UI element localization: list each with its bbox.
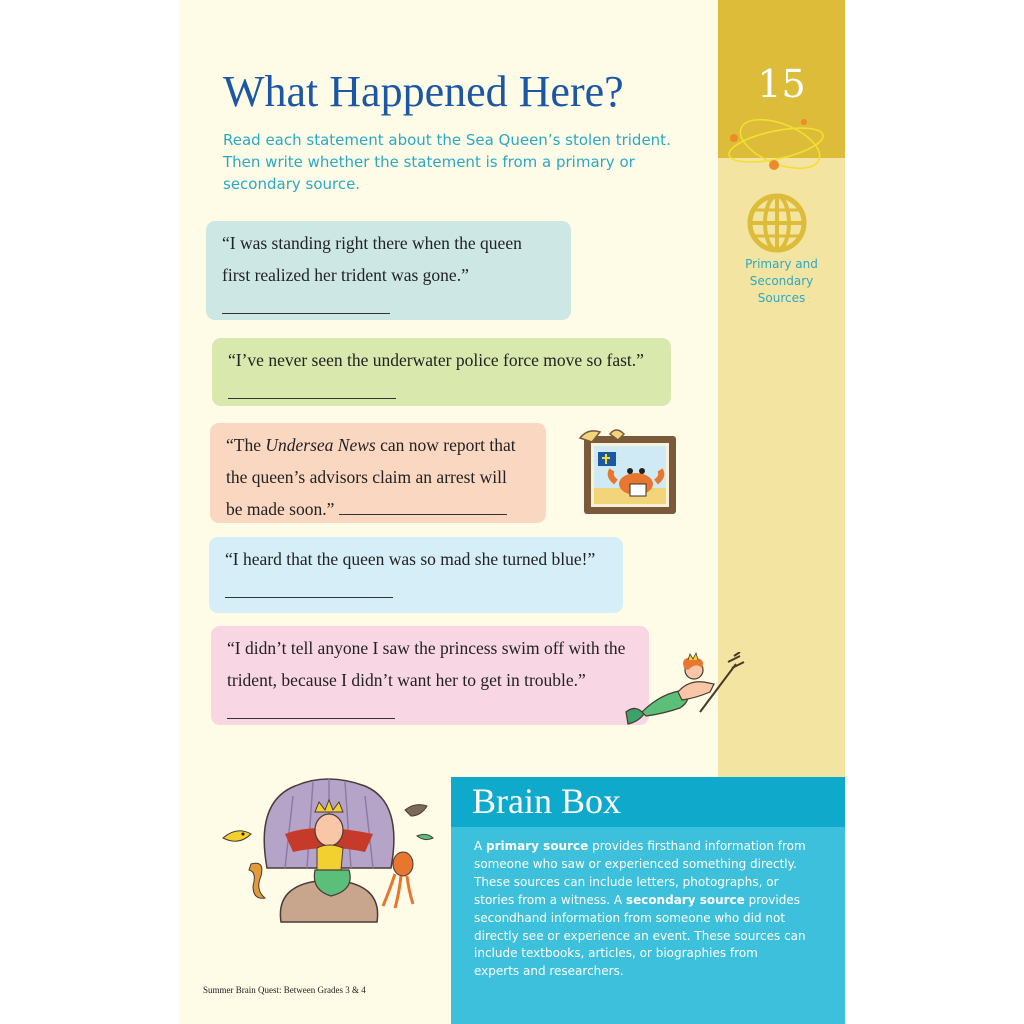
orbit-icon <box>726 108 832 182</box>
answer-line[interactable] <box>225 575 393 598</box>
answer-line[interactable] <box>339 494 507 515</box>
brain-box-text: A primary source provides firsthand information from someone who saw or experienced something directly. These sources can include letters, photographs, or stories from a witness. A secondary source provides secondhand information from someone who did not directly see or experience an event. These sources can include textbooks, articles, or biographies from experts and researchers. <box>474 839 806 979</box>
page-title: What Happened Here? <box>223 67 624 116</box>
seahorse <box>249 863 265 898</box>
statement-card-1: “I was standing right there when the queen first realized her trident was gone.” <box>206 221 571 320</box>
sea-queen-in-shell <box>215 772 440 927</box>
instructions: Read each statement about the Sea Queen’s stolen trident. Then write whether the statement is from a primary or secondary source. <box>223 131 671 193</box>
statement-card-3: “The Undersea News can now report that the queen’s advisors claim an arrest will be made soon.” <box>210 423 546 523</box>
statement-card-5: “I didn’t tell anyone I saw the princess swim off with the trident, because I didn’t want her to get in trouble.” <box>211 626 649 725</box>
topic-label: Primary and Secondary Sources <box>745 257 818 305</box>
answer-line[interactable] <box>222 291 390 314</box>
octopus <box>393 852 413 876</box>
globe-icon <box>746 192 808 254</box>
statement-card-2: “I’ve never seen the underwater police force move so fast.” <box>212 338 671 406</box>
fish <box>223 831 251 841</box>
page-number: 15 <box>757 62 806 106</box>
answer-line[interactable] <box>227 696 395 719</box>
brain-box-title: Brain Box <box>472 781 621 821</box>
mermaid-with-trident <box>622 652 747 728</box>
crab-tv-picture <box>578 428 678 516</box>
answer-line[interactable] <box>228 376 396 399</box>
footer: Summer Brain Quest: Between Grades 3 & 4 <box>203 985 366 995</box>
statement-card-4: “I heard that the queen was so mad she turned blue!” <box>209 537 623 613</box>
